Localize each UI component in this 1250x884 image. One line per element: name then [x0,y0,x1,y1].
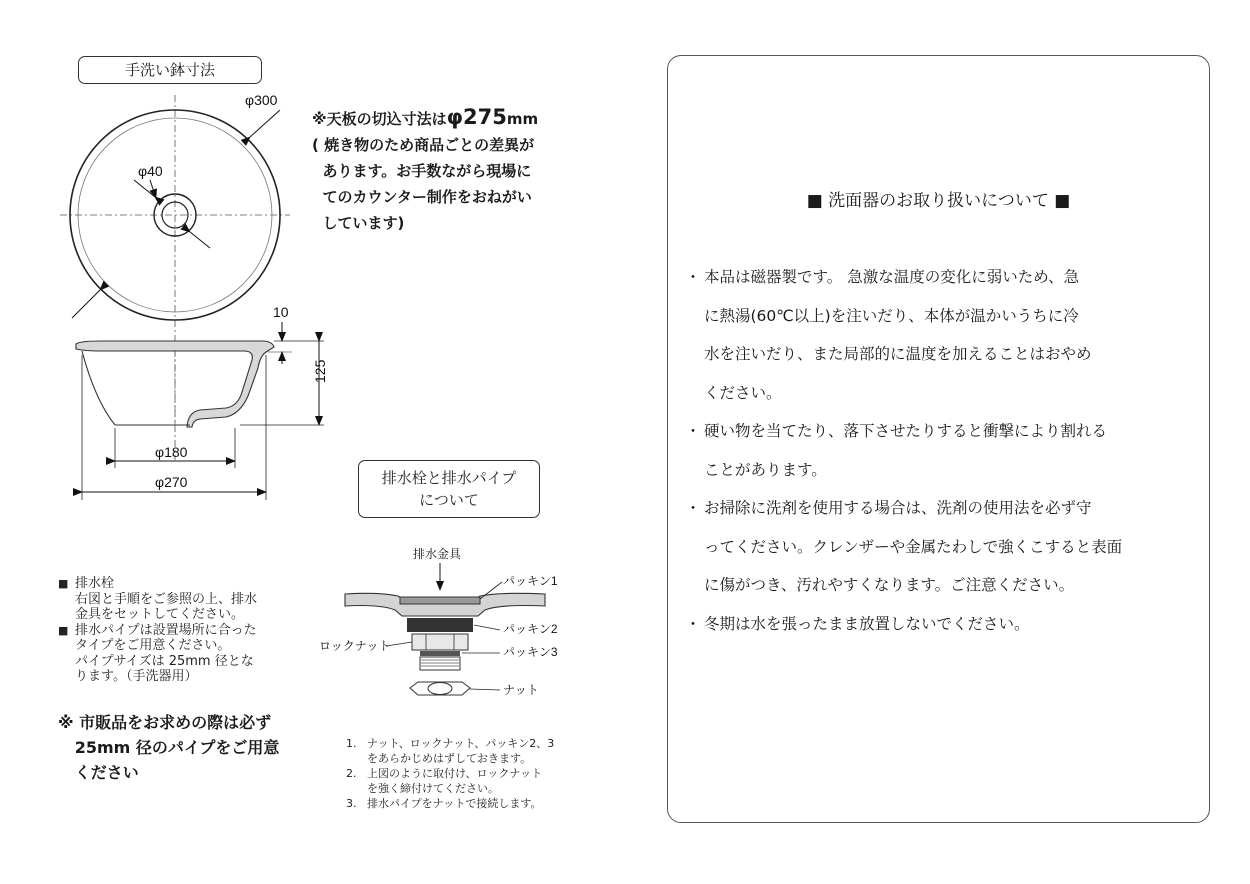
list-item: ・ 本品は磁器製です。 急激な温度の変化に弱いため、急 に熱湯(60℃以上)を注いだり、本体が温かいうちに冷 水を注いだり、また局部的に温度を加えることはおやめ ください。 [685,268,1092,402]
label-packing-1: パッキン1 [503,574,558,588]
list-item: ・ 硬い物を当てたり、落下させたりすると衝撃により割れる ことがあります。 [685,422,1108,479]
panel-title: ■ 洗面器のお取り扱いについて ■ [806,191,1071,211]
label-drain-fitting: 排水金具 [413,547,462,561]
handling-list [682,258,1202,643]
drain-section-title: 排水栓と排水パイプ について [358,460,540,518]
drain-notes: ■ 排水栓 右図と手順をご参照の上、排水 金具をセットしてください。 ■ 排水パイプは設置場所に合った タイプをご用意ください。 パイプサイズは 25mm 径とな ります。（手洗器用） [58,576,258,684]
list-item: ・ お掃除に洗剤を使用する場合は、洗剤の使用法を必ず守 ってください。クレンザーや金属たわしで強くこすると表面 に傷がつき、汚れやすくなります。ご注意ください。 [685,499,1123,594]
basin-dimensions-title: 手洗い鉢寸法 [78,56,262,84]
basin-top-view [60,95,290,460]
installation-steps: 1. ナット、ロックナット、パッキン2、3 をあらかじめはずしておきます。 2. 上図のように取付け、ロックナット を強く締付けてください。 3. 排水パイプをナットで接続します。 [346,737,555,810]
cutout-diameter: φ275 [446,105,507,129]
commercial-pipe-note: ※ 市販品をお求めの際は必ず 25mm 径のパイプをご用意 ください [58,713,280,782]
dim-outer-diameter: φ300 [245,92,278,108]
handling-panel [667,55,1210,823]
dim-drain-hole: φ40 [138,163,163,179]
cutout-note: ※天板の切込寸法はφ275mm ( 焼き物のため商品ごとの差異が あります。お手数ながら現場に てのカウンター制作をおねがい しています) [312,105,539,232]
label-locknut: ロックナット [319,639,391,653]
label-packing-3: パッキン3 [503,645,558,659]
dim-height: 125 [312,359,328,383]
dim-rim: 10 [273,304,289,320]
dim-base: φ180 [155,444,188,460]
label-packing-2: パッキン2 [503,622,558,636]
dim-width: φ270 [155,474,188,490]
label-nut: ナット [503,683,539,697]
list-item: ・ 冬期は水を張ったまま放置しないでください。 [685,614,1030,633]
